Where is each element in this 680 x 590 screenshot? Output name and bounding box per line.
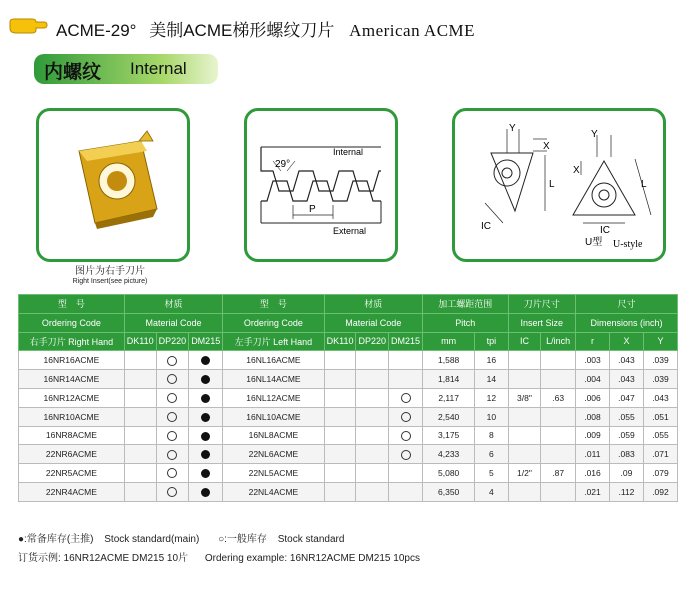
cell-dim-x: .047 [609, 388, 643, 407]
h-ic: IC [508, 332, 541, 351]
cell-left-dk110 [324, 482, 356, 501]
cell-pitch-tpi: 6 [475, 445, 508, 464]
label-internal: Internal [333, 147, 364, 157]
section-label-en: Internal [130, 59, 187, 78]
label-ic-2: IC [600, 225, 610, 236]
caption-cn: 图片为右手刀片 [75, 266, 145, 277]
cell-left-code: 16NL10ACME [223, 407, 324, 426]
h-left-hand: 左手刀片 Left Hand [223, 332, 324, 351]
cell-dim-y: .092 [643, 482, 677, 501]
stock-standard-circle-icon [401, 412, 411, 422]
stock-standard-circle-icon [401, 450, 411, 460]
cell-dim-x: .09 [609, 464, 643, 483]
cell-dim-r: .008 [576, 407, 610, 426]
pointing-hand-icon [8, 16, 48, 36]
cell-ic [508, 426, 541, 445]
h-mm: mm [423, 332, 475, 351]
label-l: L [549, 179, 555, 190]
cell-dim-r: .016 [576, 464, 610, 483]
cell-l-inch [541, 426, 576, 445]
cell-left-dp220 [356, 482, 389, 501]
table-row [19, 482, 678, 501]
h-mat3: DM215 [189, 332, 223, 351]
stock-legend [18, 530, 344, 545]
cell-dm215 [189, 407, 223, 426]
label-external: External [333, 226, 367, 236]
cell-pitch-mm: 2,117 [423, 388, 475, 407]
h-tpi: tpi [475, 332, 508, 351]
cell-pitch-tpi: 14 [475, 370, 508, 389]
h-mat1: DK110 [124, 332, 156, 351]
title-en: American ACME [349, 21, 476, 40]
cell-dk110 [124, 464, 156, 483]
cell-left-code: 16NL14ACME [223, 370, 324, 389]
h-mat3-2: DM215 [389, 332, 423, 351]
cell-ic: 1/2" [508, 464, 541, 483]
cell-pitch-mm: 5,080 [423, 464, 475, 483]
stock-standard-circle-icon [167, 374, 177, 384]
cell-dm215 [189, 351, 223, 370]
cell-left-dm215 [389, 482, 423, 501]
cell-dk110 [124, 370, 156, 389]
stock-standard-circle-icon [401, 431, 411, 441]
cell-l-inch [541, 482, 576, 501]
table-row [19, 370, 678, 389]
cell-left-dm215 [389, 370, 423, 389]
h-size-cn: 刀片尺寸 [508, 295, 575, 314]
h-dim-cn: 尺寸 [576, 295, 678, 314]
cell-pitch-mm: 2,540 [423, 407, 475, 426]
cell-dim-r: .006 [576, 388, 610, 407]
cell-pitch-mm: 4,233 [423, 445, 475, 464]
cell-dm215 [189, 426, 223, 445]
cell-right-code: 16NR16ACME [19, 351, 125, 370]
cell-left-dk110 [324, 426, 356, 445]
label-u-style: U-style [613, 239, 643, 250]
cell-l-inch [541, 445, 576, 464]
label-x-2: X [573, 165, 580, 176]
h-r: r [576, 332, 610, 351]
h-x: X [609, 332, 643, 351]
cell-left-code: 22NL6ACME [223, 445, 324, 464]
h-order-code: Ordering Code [19, 313, 125, 332]
cell-dim-r: .009 [576, 426, 610, 445]
table-row [19, 351, 678, 370]
cell-right-code: 16NR10ACME [19, 407, 125, 426]
cell-l-inch [541, 351, 576, 370]
cell-dp220 [156, 464, 189, 483]
h-mat2: DP220 [156, 332, 189, 351]
label-l-2: L [641, 179, 647, 190]
example-en: Ordering example: 16NR12ACME DM215 10pcs [204, 553, 420, 564]
cell-dm215 [189, 482, 223, 501]
cell-left-dp220 [356, 407, 389, 426]
cell-left-code: 16NL12ACME [223, 388, 324, 407]
h-dim-en: Dimensions (inch) [576, 313, 678, 332]
title-cn: 美制ACME梯形螺纹刀片 [149, 21, 335, 40]
cell-right-code: 22NR4ACME [19, 482, 125, 501]
stock-standard-circle-icon [167, 450, 177, 460]
cell-dim-r: .003 [576, 351, 610, 370]
cell-pitch-tpi: 16 [475, 351, 508, 370]
stock-standard-circle-icon [167, 356, 177, 366]
cell-dp220 [156, 426, 189, 445]
cell-dim-x: .112 [609, 482, 643, 501]
cell-dim-x: .043 [609, 370, 643, 389]
table-row [19, 407, 678, 426]
cell-dp220 [156, 388, 189, 407]
cell-dp220 [156, 482, 189, 501]
h-size-en: Insert Size [508, 313, 575, 332]
legend-open-en: Stock standard [277, 534, 345, 545]
cell-left-dk110 [324, 407, 356, 426]
cell-dp220 [156, 407, 189, 426]
stock-main-dot-icon [201, 356, 210, 365]
insert-dimension-panel [452, 108, 666, 262]
label-pitch: P [309, 204, 316, 215]
cell-left-dk110 [324, 351, 356, 370]
cell-left-dm215 [389, 388, 423, 407]
stock-standard-circle-icon [167, 412, 177, 422]
photo-caption [36, 262, 184, 285]
cell-left-code: 22NL4ACME [223, 482, 324, 501]
cell-dim-y: .043 [643, 388, 677, 407]
stock-main-dot-icon [201, 450, 210, 459]
stock-standard-circle-icon [167, 487, 177, 497]
table-row [19, 388, 678, 407]
cell-left-dp220 [356, 351, 389, 370]
cell-dim-x: .059 [609, 426, 643, 445]
h-type-cn: 型 号 [19, 295, 125, 314]
cell-right-code: 22NR6ACME [19, 445, 125, 464]
stock-main-dot-icon [201, 488, 210, 497]
caption-en: Right Insert(see picture) [72, 278, 148, 285]
label-u-type: U型 [585, 237, 603, 248]
cell-dim-y: .071 [643, 445, 677, 464]
label-ic-1: IC [481, 221, 491, 232]
cell-dim-y: .079 [643, 464, 677, 483]
h-mat2-2: DP220 [356, 332, 389, 351]
table-row [19, 445, 678, 464]
stock-standard-circle-icon [401, 393, 411, 403]
cell-dk110 [124, 482, 156, 501]
cell-pitch-tpi: 10 [475, 407, 508, 426]
h-material-code: Material Code [124, 313, 222, 332]
cell-left-dm215 [389, 426, 423, 445]
cell-left-code: 16NL16ACME [223, 351, 324, 370]
cell-pitch-tpi: 12 [475, 388, 508, 407]
cell-left-code: 16NL8ACME [223, 426, 324, 445]
cell-dim-x: .083 [609, 445, 643, 464]
cell-dim-y: .051 [643, 407, 677, 426]
spec-table [18, 294, 678, 502]
cell-left-dp220 [356, 370, 389, 389]
cell-ic [508, 445, 541, 464]
h-linch: L/inch [541, 332, 576, 351]
cell-dp220 [156, 370, 189, 389]
cell-dp220 [156, 445, 189, 464]
cell-dim-r: .011 [576, 445, 610, 464]
label-angle: 29° [275, 159, 291, 170]
h-order-code-2: Ordering Code [223, 313, 324, 332]
label-y: Y [509, 123, 516, 134]
table-row [19, 464, 678, 483]
section-band [34, 54, 218, 84]
cell-pitch-tpi: 4 [475, 482, 508, 501]
section-label-cn: 内螺纹 [44, 62, 102, 83]
cell-l-inch [541, 407, 576, 426]
h-mat1-2: DK110 [324, 332, 356, 351]
h-pitch-cn: 加工螺距范围 [423, 295, 509, 314]
cell-left-code: 22NL5ACME [223, 464, 324, 483]
cell-l-inch: .63 [541, 388, 576, 407]
cell-left-dp220 [356, 464, 389, 483]
cell-dim-r: .021 [576, 482, 610, 501]
cell-dm215 [189, 388, 223, 407]
stock-main-dot-icon [201, 394, 210, 403]
label-y-2: Y [591, 129, 598, 140]
cell-ic [508, 407, 541, 426]
stock-main-dot-icon [201, 375, 210, 384]
cell-dim-y: .055 [643, 426, 677, 445]
legend-open-cn: ○:一般库存 [218, 534, 267, 545]
cell-dk110 [124, 388, 156, 407]
stock-main-dot-icon [201, 469, 210, 478]
cell-dk110 [124, 426, 156, 445]
cell-l-inch [541, 370, 576, 389]
cell-left-dk110 [324, 445, 356, 464]
ordering-example [18, 549, 420, 564]
cell-pitch-mm: 6,350 [423, 482, 475, 501]
stock-standard-circle-icon [167, 393, 177, 403]
cell-right-code: 16NR8ACME [19, 426, 125, 445]
cell-dim-r: .004 [576, 370, 610, 389]
stock-standard-circle-icon [167, 431, 177, 441]
insert-photo-panel [36, 108, 190, 262]
cell-left-dk110 [324, 464, 356, 483]
h-y: Y [643, 332, 677, 351]
h-material-code-2: Material Code [324, 313, 422, 332]
cell-pitch-mm: 1,588 [423, 351, 475, 370]
legend-filled-en: Stock standard(main) [104, 534, 200, 545]
label-x: X [543, 141, 550, 152]
h-type-cn-2: 型 号 [223, 295, 324, 314]
stock-main-dot-icon [201, 432, 210, 441]
h-pitch-en: Pitch [423, 313, 509, 332]
cell-right-code: 16NR12ACME [19, 388, 125, 407]
cell-dim-y: .039 [643, 351, 677, 370]
cell-dm215 [189, 464, 223, 483]
cell-dm215 [189, 370, 223, 389]
cell-left-dm215 [389, 464, 423, 483]
thread-profile-panel [244, 108, 398, 262]
cell-pitch-mm: 1,814 [423, 370, 475, 389]
legend-filled-cn: ●:常备库存(主推) [18, 534, 94, 545]
cell-ic [508, 351, 541, 370]
insert-photo [39, 111, 187, 259]
cell-dk110 [124, 351, 156, 370]
cell-pitch-mm: 3,175 [423, 426, 475, 445]
h-right-hand: 右手刀片 Right Hand [19, 332, 125, 351]
cell-left-dm215 [389, 351, 423, 370]
cell-dm215 [189, 445, 223, 464]
cell-left-dm215 [389, 445, 423, 464]
cell-ic: 3/8" [508, 388, 541, 407]
cell-dim-y: .039 [643, 370, 677, 389]
cell-dim-x: .043 [609, 351, 643, 370]
insert-dimension-diagram [455, 111, 663, 259]
table-row [19, 426, 678, 445]
h-material-cn: 材质 [124, 295, 222, 314]
title-main: ACME-29° [56, 21, 137, 40]
h-material-cn-2: 材质 [324, 295, 422, 314]
cell-dk110 [124, 407, 156, 426]
cell-left-dk110 [324, 388, 356, 407]
header [0, 8, 680, 40]
cell-left-dp220 [356, 388, 389, 407]
stock-main-dot-icon [201, 413, 210, 422]
cell-dk110 [124, 445, 156, 464]
cell-right-code: 16NR14ACME [19, 370, 125, 389]
stock-standard-circle-icon [167, 468, 177, 478]
cell-left-dm215 [389, 407, 423, 426]
cell-ic [508, 370, 541, 389]
cell-l-inch: .87 [541, 464, 576, 483]
cell-ic [508, 482, 541, 501]
cell-pitch-tpi: 5 [475, 464, 508, 483]
cell-pitch-tpi: 8 [475, 426, 508, 445]
cell-left-dp220 [356, 445, 389, 464]
thread-profile-diagram [247, 111, 395, 259]
cell-left-dk110 [324, 370, 356, 389]
cell-right-code: 22NR5ACME [19, 464, 125, 483]
example-cn: 订货示例: 16NR12ACME DM215 10片 [18, 553, 189, 564]
cell-dp220 [156, 351, 189, 370]
cell-dim-x: .055 [609, 407, 643, 426]
page-title [56, 16, 475, 41]
cell-left-dp220 [356, 426, 389, 445]
